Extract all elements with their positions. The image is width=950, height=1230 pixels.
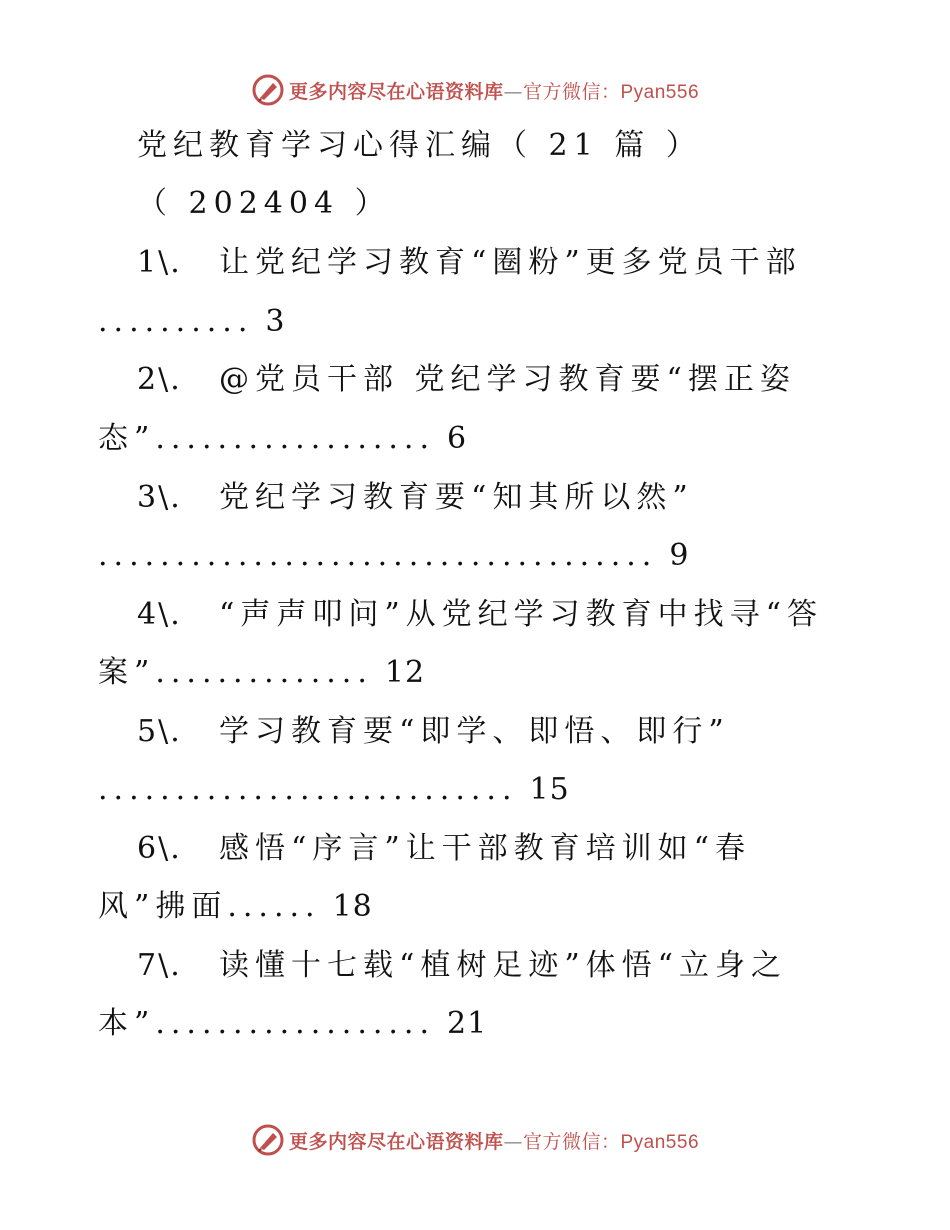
watermark-banner-bottom xyxy=(0,1120,950,1160)
toc-title: 学习教育要“即学、即悟、即行” xyxy=(219,714,730,749)
toc-dots: ........................... xyxy=(98,772,518,807)
pen-logo-icon xyxy=(251,73,285,107)
toc-item-1[interactable] xyxy=(137,243,937,283)
toc-title: 读懂十七载“植树足迹”体悟“立身之 xyxy=(219,948,788,983)
pen-logo-icon xyxy=(251,1123,285,1157)
watermark-text: 更多内容尽在心语资料库—官方微信：Pyan556 xyxy=(288,80,700,103)
watermark-banner-top xyxy=(0,70,950,110)
toc-item-7-leader: 本”.................. 21 xyxy=(98,1006,488,1041)
toc-dots: ...... xyxy=(227,889,321,924)
toc-title: “声声叩问”从党纪学习教育中找寻“答 xyxy=(219,597,824,632)
toc-page-number: 6 xyxy=(447,421,468,456)
toc-page-number: 18 xyxy=(332,889,373,924)
toc-number: 5\. xyxy=(137,714,182,749)
toc-title: 让党纪学习教育“圈粉”更多党员干部 xyxy=(219,245,802,280)
toc-number: 3\. xyxy=(137,480,182,515)
toc-page-number: 21 xyxy=(447,1006,488,1041)
toc-item-1-leader xyxy=(98,302,938,342)
toc-dots: .......... xyxy=(98,304,254,339)
toc-item-2[interactable] xyxy=(137,360,937,400)
toc-item-4[interactable] xyxy=(137,595,937,635)
toc-item-5[interactable] xyxy=(137,712,937,752)
toc-item-4-leader: 案”.............. 12 xyxy=(98,655,426,690)
toc-dots: .................................... xyxy=(98,538,658,573)
watermark-text: 更多内容尽在心语资料库—官方微信：Pyan556 xyxy=(288,1130,700,1153)
toc-page-number: 15 xyxy=(529,772,570,807)
toc-item-6-leader: 风”拂面...... 18 xyxy=(98,889,373,924)
toc-number: 1\. xyxy=(137,245,182,280)
document-title: 党纪教育学习心得汇编（ 21 篇 ） xyxy=(137,128,702,163)
toc-item-6[interactable] xyxy=(137,829,937,869)
toc-dots: .................. xyxy=(155,1006,435,1041)
toc-page-number: 9 xyxy=(669,538,690,573)
document-date: （ 202404 ） xyxy=(137,186,391,221)
toc-number: 6\. xyxy=(137,831,182,866)
toc-item-3-leader xyxy=(98,536,938,576)
toc-item-3[interactable] xyxy=(137,478,937,518)
toc-number: 4\. xyxy=(137,597,182,632)
toc-title: @党员干部 党纪学习教育要“摆正姿 xyxy=(219,362,796,397)
toc-title: 感悟“序言”让干部教育培训如“春 xyxy=(219,831,752,866)
toc-page-number: 12 xyxy=(384,655,426,690)
toc-dots: .................. xyxy=(155,421,435,456)
toc-item-5-leader xyxy=(98,770,938,810)
toc-number: 2\. xyxy=(137,362,182,397)
toc-title: 党纪学习教育要“知其所以然” xyxy=(219,480,694,515)
toc-number: 7\. xyxy=(137,948,182,983)
toc-page-number: 3 xyxy=(265,304,286,339)
toc-item-2-leader: 态”.................. 6 xyxy=(98,421,468,456)
toc-dots: .............. xyxy=(155,655,373,690)
toc-item-7[interactable] xyxy=(137,946,937,986)
